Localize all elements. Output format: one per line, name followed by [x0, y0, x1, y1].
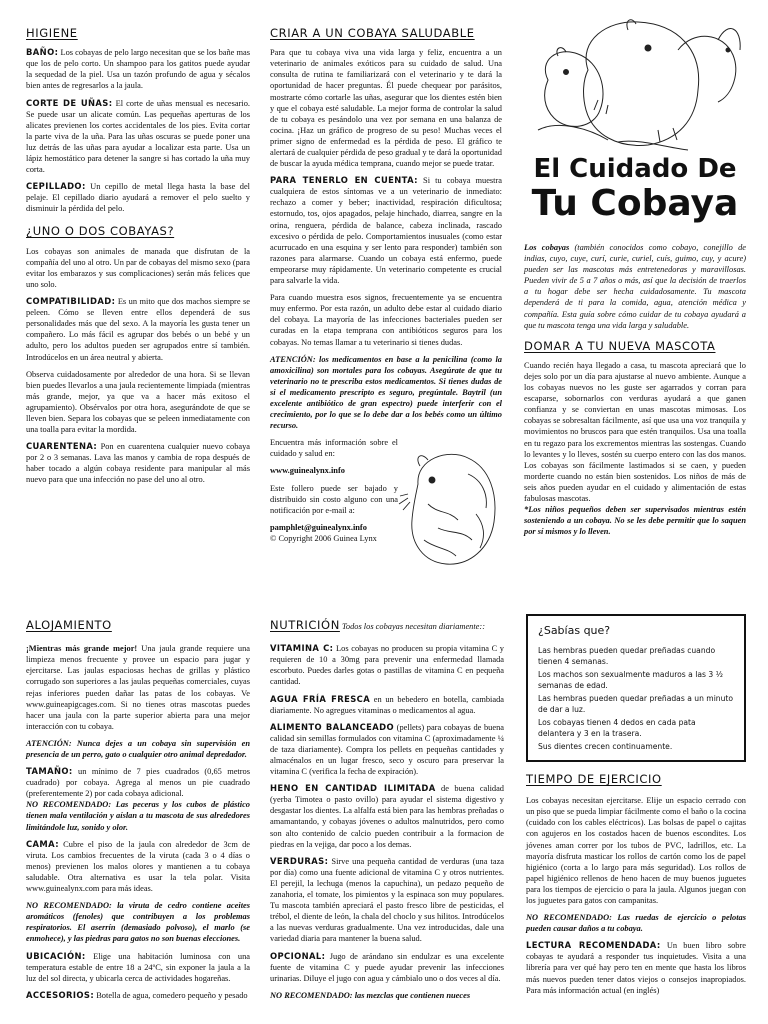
paragraph-uno-o-dos: Los cobayas son animales de manada que disfrutan de la compañía del uno al otro. Un par de cobayas del mismo sexo (para evitar los embarazos y sus complicaciones) serán más felices que uno solo.	[26, 246, 250, 289]
info-block	[270, 437, 398, 544]
sabias-que-title: ¿Sabías que?	[538, 624, 611, 637]
paragraph-verduras: VERDURAS: Sirve una pequeña cantidad de verduras (una taza por día) como una fuente adicional de vitamina C y otros nutrientes. El perejil, la lechuga (menos la capuchina), un pedazo pequeño de zanahoria, el tomate, los pimientos y la espinaca son muy populares. Tu mascota también apreciará el pasto fresco libre de pesticidas, el trébol, el diente de león, la chala del choclo y sus hilitos. Introdúcelos a las nuevas verduras gradualmente. Una vez introducidas, dale una variedad diaria para mantener la buena salud.	[270, 855, 505, 944]
column-left-top	[26, 26, 250, 492]
heading-domar: DOMAR A TU NUEVA MASCOTA	[524, 338, 716, 353]
paragraph-atencion-medicamentos: ATENCIÓN: los medicamentos en base a la penicilina (como la amoxicilina) son mortales para los cobayas. Asegúrate de que tu veterinario no te prescriba estos medicamentos. Si tienes dudas de si el medicamento prescripto es seguro, pregúntale. Baytril (un excelente antibiótico de gran espectro) puede interferir con el crecimiento, por lo que se lo debe dar a los bebés como un último recurso.	[270, 354, 502, 431]
heading-nutricion: NUTRICIÓN	[270, 618, 340, 632]
heading-criar: CRIAR A UN COBAYA SALUDABLE	[270, 26, 475, 40]
paragraph-vitamina-c: VITAMINA C: Los cobayas no producen su propia vitamina C y requieren de 10 a 30mg para prevenir una enfermedad llamada escorbuto. Puedes darles gotas o pastillas de vitamina C en pequeña cantidad.	[270, 643, 504, 687]
fact-item: Las hembras pueden quedar preñadas a un minuto de dar a luz.	[538, 694, 734, 714]
paragraph-bano: BAÑO: Los cobayas de pelo largo necesitan que se los bañe mas que los de pelo corto. Un shampoo para los gatitos puede ayudar la sequedad de la piel. Usa un tazón profundo de agua y sécalos bien antes de regresarlos a la jaula.	[26, 47, 251, 91]
paragraph-alimento: ALIMENTO BALANCEADO (pellets) para cobayas de buena calidad sin semillas formulados con vitamina C (aproximadamente ¼ de taza diariamente). Compra los pellets en pequeñas cantidades y almacénalos en un lugar fresco, seco y oscuro para preservar la vitamina C (verifica la fecha de expiración).	[270, 721, 504, 777]
paragraph-cama: CAMA: Cubre el piso de la jaula con alrededor de 3cm de viruta. Los cambios frecuentes de la viruta (cada 3 o 4 días o menos) previenen los malos olores y mantienen a tu cobaya saludable. Otra alternativa es usar la tela polar. Visita www.guinealynx.com para más ideas.	[26, 838, 250, 894]
sabias-que-box	[526, 614, 746, 762]
copyright-text: © Copyright 2006 Guinea Lynx	[270, 533, 377, 543]
paragraph-signos: Para cuando muestra esos signos, frecuentemente ya se encuentra muy enfermo. Por esta razón, un adulto debe estar al cuidado diario del cobaya. La mayoría de las infecciones bacteriales pueden ser curadas en la etapa temprana con antibióticos seguros para los cobayas. No temas llamar a tu veterinario si tienes dudas.	[270, 293, 502, 347]
paragraph-intro: Los cobayas (también conocidos como cobayo, conejillo de indias, cuyo, cuye, curí, curie, curiel, cuís, guimo, cuy, y acure) pueden ser las mascotas más entretenedoras y maravillosas. Pueden vivir de 5 a 7 años o más, así que la decisión de traerlos a tu hogar debe ser hecha cuidadosamente. Tu mascota dependerá de ti para la comida, agua, atención médica y compañía. Esta guía sobre cómo cuidar de tu cobaya ayudará a que tu mascota tenga una vida larga y saludable.	[524, 243, 747, 330]
paragraph-alojamiento: ¡Mientras más grande mejor! Una jaula grande requiere una limpieza menos frecuente y provee un espacio para jugar y ejercitarse. Las jaulas espaciosas hechas de grillas y plástico corrugado son superiores a las jaulas pequeñas comerciales, cuyas rejas inferiores pueden dañar las patas de los cobayas. Ve www.guineapigcages.com. Si no tienes otras mascotas puedes hacer una jaula con la parte superior abierta para una mejor interacción con tu cobaya.	[26, 644, 250, 731]
heading-alojamiento: ALOJAMIENTO	[26, 618, 112, 632]
page-title	[524, 156, 746, 222]
column-middle-bottom	[270, 618, 504, 1007]
sabias-que-list	[538, 645, 734, 752]
info-text: Encuentra más información sobre el cuidado y salud en:	[270, 438, 398, 459]
paragraph-unas: CORTE DE UÑAS: El corte de uñas mensual es necesario. Se puede usar un alicate común. Las pequeñas aperturas de los alicates previenen los cortes accidentales de los pies. Evita cortar la parte viva de la uña. Para las uñas oscuras se puede poner una luz detrás de las uñas para ayudar a localizar esta parte. Usa un lápiz hemostático para detener la sangre si has cortado la uña muy corta.	[26, 97, 250, 175]
paragraph-no-recomendado-nueces: NO RECOMENDADO: las mezclas que contienen nueces	[270, 990, 471, 1000]
paragraph-ninos-nota: *Los niños pequeños deben ser supervisados mientras estén sosteniendo a un cobaya. No se les debe permitir que lo saquen por sí mismos y lo lleven.	[524, 505, 746, 537]
paragraph-atencion-depredador: ATENCIÓN: Nunca dejes a un cobaya sin supervisión en presencia de un perro, gato o cualquier otro animal depredador.	[26, 738, 250, 760]
column-left-bottom	[26, 618, 250, 1007]
paragraph-lectura: LECTURA RECOMENDADA: Un buen libro sobre cobayas te ayudará a responder tus inquietudes. Visita a una librería para ver qué hay pero ten en mente que hasta los libros más nuevos pueden tener datos viejos o consejos inapropiados. Para más información actual (en inglés)	[526, 940, 746, 995]
paragraph-agua: AGUA FRÍA FRESCA en un bebedero en botella, cambiada diariamente. No agregues vitaminas o medicamentos al agua.	[270, 693, 504, 715]
paragraph-opcional: OPCIONAL: Jugo de arándano sin endulzar es una excelente fuente de vitamina C y puede ayudar prevenir las infecciones urinarias. Diluye el jugo con agua y cámbialo uno o dos veces al día.	[270, 950, 504, 983]
paragraph-no-recomendado-ruedas: NO RECOMENDADO: Las ruedas de ejercicio o pelotas pueden causar daños a tu cobaya.	[526, 913, 746, 934]
paragraph-no-recomendado-viruta: NO RECOMENDADO: la viruta de cedro contiene aceites aromáticos (fenoles) que contribuyen a los problemas respiratorios. El aserrín (demasiado polvoso), el marlo (se enmohece), y las piedras para gatos no son buenas elecciones.	[26, 901, 250, 944]
fact-item: Sus dientes crecen continuamente.	[538, 742, 673, 751]
paragraph-compatibilidad: COMPATIBILIDAD: Es un mito que dos machos siempre se peleen. Cómo se lleven entre ellos dependerá de sus personalidades más que del sexo. A la mayoría les gusta tener un compañero. Lo más fácil es agrupar dos bebés o un bebé y un adulto, pero los adultos pueden ser agrupados entre sí también. Introdúcelos en un área neutral y abierta.	[26, 296, 251, 362]
email-link[interactable]: pamphlet@guinealynx.info	[270, 522, 367, 532]
heading-higiene: HIGIENE	[26, 26, 78, 40]
fact-item: Las hembras pueden quedar preñadas cuando tienen 4 semanas.	[538, 646, 716, 666]
heading-uno-o-dos: ¿UNO O DOS COBAYAS?	[26, 224, 175, 239]
title-line-2: Tu Cobaya	[531, 183, 739, 224]
website-link[interactable]: www.guinealynx.info	[270, 466, 345, 476]
guinea-pigs-illustration	[528, 10, 746, 158]
fact-item: Los machos son sexualmente maduros a las 3 ½ semanas de edad.	[538, 670, 723, 690]
paragraph-heno: HENO EN CANTIDAD ILIMITADA de buena calidad (yerba Timotea o pasto ovillo) para ayudar el sistema digestivo y desgastar los dientes. La alfalfa está bien para las hembras preñadas o amamantando, y cobayas jóvenes o adultos malnutridos, pero como son alto contenido de calcio pueden contribuir a la formacion de piedras en la vejiga, dar poco a los demas.	[270, 783, 504, 849]
heading-ejercicio: TIEMPO DE EJERCICIO	[526, 772, 662, 786]
heading-nutricion-row	[270, 618, 504, 633]
title-line-1: El Cuidado De	[533, 154, 737, 184]
paragraph-no-recomendado-peceras: NO RECOMENDADO: Las peceras y los cubos de plástico tienen mala ventilación y aíslan a tu mascota de sus alrededores limitándole luz, sonido y olor.	[26, 800, 250, 832]
paragraph-cepillado: CEPILLADO: Un cepillo de metal llega hasta la base del pelaje. El cepillado diario ayudará a remover el pelo suelto y disminuir la pérdida del pelo.	[26, 181, 250, 214]
paragraph-tenerlo-en-cuenta: PARA TENERLO EN CUENTA: Si tu cobaya muestra cualquiera de estos síntomas ve a un veterinario de inmediato: rechazo a comer y beber; inactividad, respiración dificultosa; estornudo, tos, ojos apagados, pelaje hinchado, diarrea, sangre en la orina, renguera, pérdida de balance, cabeza inclinada, rascado excesivo o pérdida de pelo. Comportamientos inusuales (como estar acurrucado en una esquina y ser lento para responder) también son razones para alarmarse. Cuando un cobaya está enfermo, puede empeorarse muy rápidamente. Un veterinario competente es crucial para salvarle la vida.	[270, 175, 503, 286]
paragraph-criar: Para que tu cobaya viva una vida larga y feliz, encuentra a un veterinario de animales exóticos para su cuidado de salud. Una consulta de rutina te familiarizará con el veterinario y te dará la oportunidad de hacer preguntas. Él puede chequear por parásitos, mostrarte cómo cortarle las uñas, asegurar que los dientes estén bien y que el cobaya esté saludable. La mejor forma de controlar la salud de tu cobaya es pesándolo una vez por semana en una balanza de cocina. ¡Haz un gráfico de progreso de su peso! Muchas veces el primer signo de enfermedad es la pérdida de peso. El gráfico te alertará de cualquier pérdida de peso gradual y te dará la oportunidad de buscar la ayuda médica temprana, cuando mejor se puede tratar.	[270, 48, 502, 169]
paragraph-ubicacion: UBICACIÓN: Elige una habitación luminosa con una temperatura estable de entre 18 a 24ºC, sin exponer la jaula a la luz del sol directa, y ubicarla cerca de actividades hogareñas.	[26, 950, 250, 983]
paragraph-cuarentena: CUARENTENA: Pon en cuarentena cualquier nuevo cobaya por 2 o 3 semanas. Lava las manos y cambia de ropa después de haber tocado a algún cobaya residente para manipular al más nuevo para que una infección no pase del uno al otro.	[26, 441, 251, 485]
paragraph-ejercicio: Los cobayas necesitan ejercitarse. Elije un espacio cerrado con un piso que se pueda limpiar fácilmente como el baño o la cocina (cuidado con los cables eléctricos). Las bolsas de papel o cajitas con agujeros en los costados hacen de buenos escondites. Los jóvenes aman correr por los tubos de PVC, ladrillos, etc. La mayoría disfruta masticar los rollos de cartón como los de papel higiénico (corta a lo largo para más seguridad). Los rollos de papel higiénico rellenos de heno hacen de muy buenos juguetes para los tiempos de ejercicio o para la jaula. Algunos juegan con los juguetes para gatos con campanitas.	[526, 796, 746, 906]
paragraph-tamano: TAMAÑO: un mínimo de 7 pies cuadrados (0,65 metros cuadrado) por cobaya. Agrega al menos un pie cuadrado (preferentemente 2) por cada cobaya adicional.	[26, 766, 250, 799]
column-middle-top	[270, 26, 502, 550]
distribution-text: Este follero puede ser bajado y distribuido sin costo alguno con una notificación por e-mail a:	[270, 483, 398, 515]
fact-item: Los cobayas tienen 4 dedos en cada pata delantera y 3 en la trasera.	[538, 718, 696, 738]
paragraph-observa: Observa cuidadosamente por alrededor de una hora. Si se llevan bien puedes llevarlos a una jaula recientemente limpiada (mientras más grande, mejor, ya que va a hacer más exitoso el agrupamiento). Obsérvalos por otra hora, asegurándote de que se lleven bien. Separa los cobayas que se peleen inmediatamente con una toalla para evitar la mordida.	[26, 369, 250, 435]
nutricion-subtitle: Todos los cobayas necesitan diariamente::	[342, 622, 485, 631]
column-right-bottom	[526, 772, 746, 1002]
paragraph-domar: Cuando recién haya llegado a casa, tu mascota apreciará que lo dejes solo por un día para ajustarse al nuevo ambiente. Aunque a los cobayas nuevos no les guste ser agarrados y corran para escaparse, sobornarlos con verduras ayudará a que ganen confianza y se conviertan en unas mascotas mimosas. Los cobayas se sobresaltan fácilmente, así que usa una voz tranquila y movimientos no bruscos para que estén tranquilos. Usa una toalla en tu regazo para los excrementos mientras las sostengas. Cuando lo levantes y lo lleves, sostén su cuerpo entero con las dos manos. Los cobayas son fácilmente lastimados si se caen, y pueden morderte cuando no están bien sostenidos. Los niños de más de seis años pueden ayudar en el cuidado y alimentación de estas fabulosas mascotas.	[524, 360, 746, 504]
paragraph-accesorios: ACCESORIOS: Botella de agua, comedero pequeño y pesado	[26, 989, 248, 1000]
column-right-top	[524, 242, 746, 543]
